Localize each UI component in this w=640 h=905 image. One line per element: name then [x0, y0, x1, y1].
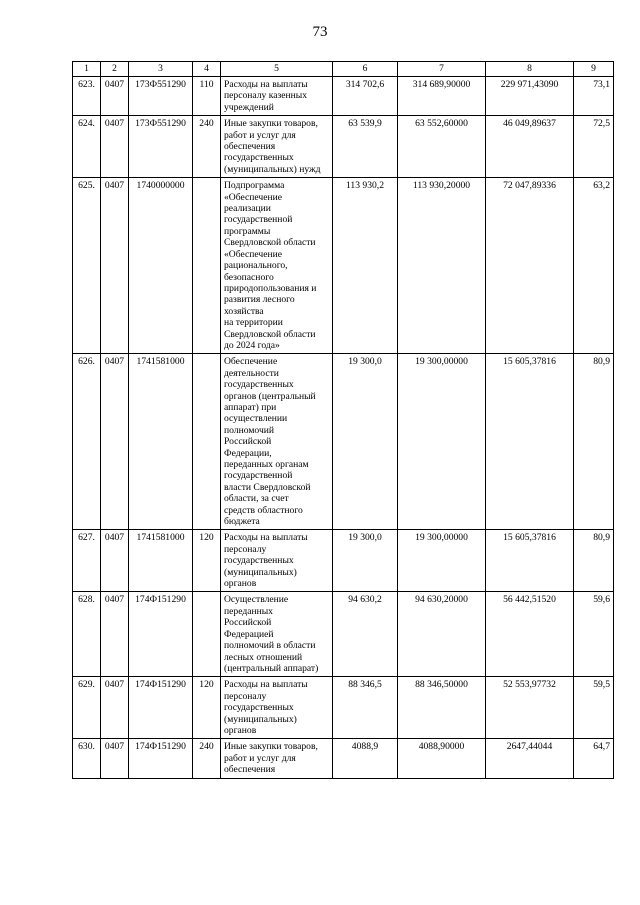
column-6-cell: 94 630,2 — [333, 592, 398, 677]
table-row — [73, 739, 614, 778]
description-line: государственных — [224, 555, 294, 567]
description-line: государственной — [224, 470, 293, 482]
column-6-cell: 113 930,2 — [333, 178, 398, 354]
column-7-cell: 113 930,20000 — [398, 178, 486, 354]
column-8-cell: 52 553,97732 — [486, 677, 574, 739]
column-7-cell: 314 689,90000 — [398, 77, 486, 116]
section-code-cell: 0407 — [101, 77, 129, 116]
page-number: 73 — [312, 24, 328, 40]
description-line: работ и услуг для — [224, 129, 296, 141]
row-number-cell: 628. — [73, 592, 101, 677]
row-number-cell: 630. — [73, 739, 101, 778]
description-line: учреждений — [224, 101, 274, 113]
description-line: работ и услуг для — [224, 752, 296, 764]
description-line: Российской — [224, 436, 272, 448]
description-line: (муниципальных) — [224, 713, 297, 725]
target-code-cell: 174Ф151290 — [129, 739, 193, 778]
description-line: Федерации, — [224, 447, 272, 459]
column-9-cell: 80,9 — [574, 530, 614, 592]
expense-type-cell — [193, 354, 221, 530]
description-line: Подпрограмма — [224, 180, 285, 192]
column-6-cell: 63 539,9 — [333, 116, 398, 178]
column-header: 3 — [129, 62, 193, 77]
column-header: 2 — [101, 62, 129, 77]
description-cell — [221, 677, 333, 739]
description-line: Расходы на выплаты — [224, 79, 308, 90]
description-cell — [221, 530, 333, 592]
target-code-cell: 1740000000 — [129, 178, 193, 354]
description-line: «Обеспечение — [224, 191, 282, 203]
description-line: персоналу — [224, 543, 267, 555]
column-7-cell: 4088,90000 — [398, 739, 486, 778]
row-number-cell: 627. — [73, 530, 101, 592]
expense-type-cell: 120 — [193, 530, 221, 592]
description-line: обеспечения — [224, 764, 276, 776]
row-number-cell: 629. — [73, 677, 101, 739]
column-header: 5 — [221, 62, 333, 77]
expense-type-cell: 120 — [193, 677, 221, 739]
column-header: 9 — [574, 62, 614, 77]
column-7-cell: 19 300,00000 — [398, 354, 486, 530]
description-line: органов — [224, 724, 257, 736]
description-line: (муниципальных) нужд — [224, 163, 321, 175]
description-line: деятельности — [224, 367, 279, 379]
description-line: «Обеспечение — [224, 248, 282, 260]
description-line: государственных — [224, 152, 294, 164]
expense-type-cell — [193, 178, 221, 354]
section-code-cell: 0407 — [101, 530, 129, 592]
description-cell — [221, 739, 333, 778]
description-line: Расходы на выплаты — [224, 532, 308, 544]
target-code-cell: 173Ф551290 — [129, 77, 193, 116]
column-header: 6 — [333, 62, 398, 77]
column-6-cell: 19 300,0 — [333, 530, 398, 592]
table-row — [73, 677, 614, 739]
table-row — [73, 116, 614, 178]
target-code-cell: 173Ф551290 — [129, 116, 193, 178]
expense-type-cell: 240 — [193, 116, 221, 178]
header-row — [73, 62, 614, 77]
column-header: 4 — [193, 62, 221, 77]
description-cell — [221, 592, 333, 677]
description-line: Федерацией — [224, 628, 274, 640]
description-line: области, за счет — [224, 493, 289, 505]
target-code-cell: 1741581000 — [129, 530, 193, 592]
column-header: 8 — [486, 62, 574, 77]
description-cell — [221, 178, 333, 354]
column-9-cell: 59,6 — [574, 592, 614, 677]
table-row — [73, 530, 614, 592]
column-8-cell: 15 605,37816 — [486, 530, 574, 592]
column-7-cell: 88 346,50000 — [398, 677, 486, 739]
row-number-cell: 626. — [73, 354, 101, 530]
table-row — [73, 77, 614, 116]
column-6-cell: 314 702,6 — [333, 77, 398, 116]
description-line: переданных — [224, 605, 273, 617]
description-line: аппарат) при — [224, 401, 277, 413]
expense-type-cell — [193, 592, 221, 677]
description-line: (центральный аппарат) — [224, 662, 319, 674]
column-9-cell: 73,1 — [574, 77, 614, 116]
description-line: органов (центральный — [224, 390, 316, 402]
column-9-cell: 72,5 — [574, 116, 614, 178]
column-8-cell: 15 605,37816 — [486, 354, 574, 530]
description-line: до 2024 года» — [224, 339, 280, 351]
column-6-cell: 19 300,0 — [333, 354, 398, 530]
description-line: рационального, — [224, 260, 288, 272]
description-line: на территории — [224, 317, 283, 329]
section-code-cell: 0407 — [101, 739, 129, 778]
description-line: Расходы на выплаты — [224, 679, 308, 691]
description-line: органов — [224, 578, 257, 590]
description-line: развития лесного — [224, 294, 295, 306]
description-line: полномочий в области — [224, 640, 316, 652]
row-number-cell: 624. — [73, 116, 101, 178]
description-line: государственной — [224, 214, 293, 226]
description-line: Свердловской области — [224, 328, 316, 340]
table-row — [73, 178, 614, 354]
row-number-cell: 625. — [73, 178, 101, 354]
description-line: переданных органам — [224, 459, 309, 470]
description-line: безопасного — [224, 271, 274, 283]
description-cell — [221, 354, 333, 530]
description-cell — [221, 77, 333, 116]
column-header: 1 — [73, 62, 101, 77]
column-8-cell: 56 442,51520 — [486, 592, 574, 677]
expense-type-cell: 240 — [193, 739, 221, 778]
column-header: 7 — [398, 62, 486, 77]
description-line: бюджета — [224, 516, 260, 528]
description-line: осуществлении — [224, 413, 288, 425]
description-line: реализации — [224, 203, 271, 215]
description-line: средств областного — [224, 504, 303, 516]
column-7-cell: 19 300,00000 — [398, 530, 486, 592]
description-cell — [221, 116, 333, 178]
column-8-cell: 2647,44044 — [486, 739, 574, 778]
budget-table — [72, 61, 614, 779]
description-line: Осуществление — [224, 594, 289, 606]
description-line: полномочий — [224, 424, 275, 436]
description-line: лесных отношений — [224, 651, 303, 663]
table-row — [73, 354, 614, 530]
table-row — [73, 592, 614, 677]
column-9-cell: 64,7 — [574, 739, 614, 778]
column-9-cell: 80,9 — [574, 354, 614, 530]
description-line: Российской — [224, 617, 272, 629]
description-line: Обеспечение — [224, 356, 278, 368]
column-9-cell: 59,5 — [574, 677, 614, 739]
column-7-cell: 63 552,60000 — [398, 116, 486, 178]
description-line: природопользования и — [224, 282, 317, 294]
description-line: Иные закупки товаров, — [224, 118, 318, 130]
column-6-cell: 88 346,5 — [333, 677, 398, 739]
row-number-cell: 623. — [73, 77, 101, 116]
description-line: Свердловской области — [224, 237, 316, 249]
column-6-cell: 4088,9 — [333, 739, 398, 778]
column-8-cell: 229 971,43090 — [486, 77, 574, 116]
description-line: Иные закупки товаров, — [224, 741, 318, 753]
column-8-cell: 46 049,89637 — [486, 116, 574, 178]
section-code-cell: 0407 — [101, 116, 129, 178]
description-line: персоналу казенных — [224, 90, 308, 102]
section-code-cell: 0407 — [101, 354, 129, 530]
description-line: персоналу — [224, 690, 267, 702]
section-code-cell: 0407 — [101, 178, 129, 354]
description-line: хозяйства — [224, 305, 264, 317]
column-8-cell: 72 047,89336 — [486, 178, 574, 354]
description-line: власти Свердловской — [224, 481, 311, 493]
column-9-cell: 63,2 — [574, 178, 614, 354]
table-body — [73, 77, 614, 779]
target-code-cell: 1741581000 — [129, 354, 193, 530]
target-code-cell: 174Ф151290 — [129, 592, 193, 677]
column-7-cell: 94 630,20000 — [398, 592, 486, 677]
target-code-cell: 174Ф151290 — [129, 677, 193, 739]
description-line: программы — [224, 225, 271, 237]
section-code-cell: 0407 — [101, 592, 129, 677]
description-line: (муниципальных) — [224, 566, 297, 578]
description-line: государственных — [224, 702, 294, 714]
description-line: обеспечения — [224, 141, 276, 153]
description-line: государственных — [224, 379, 294, 391]
expense-type-cell: 110 — [193, 77, 221, 116]
section-code-cell: 0407 — [101, 677, 129, 739]
